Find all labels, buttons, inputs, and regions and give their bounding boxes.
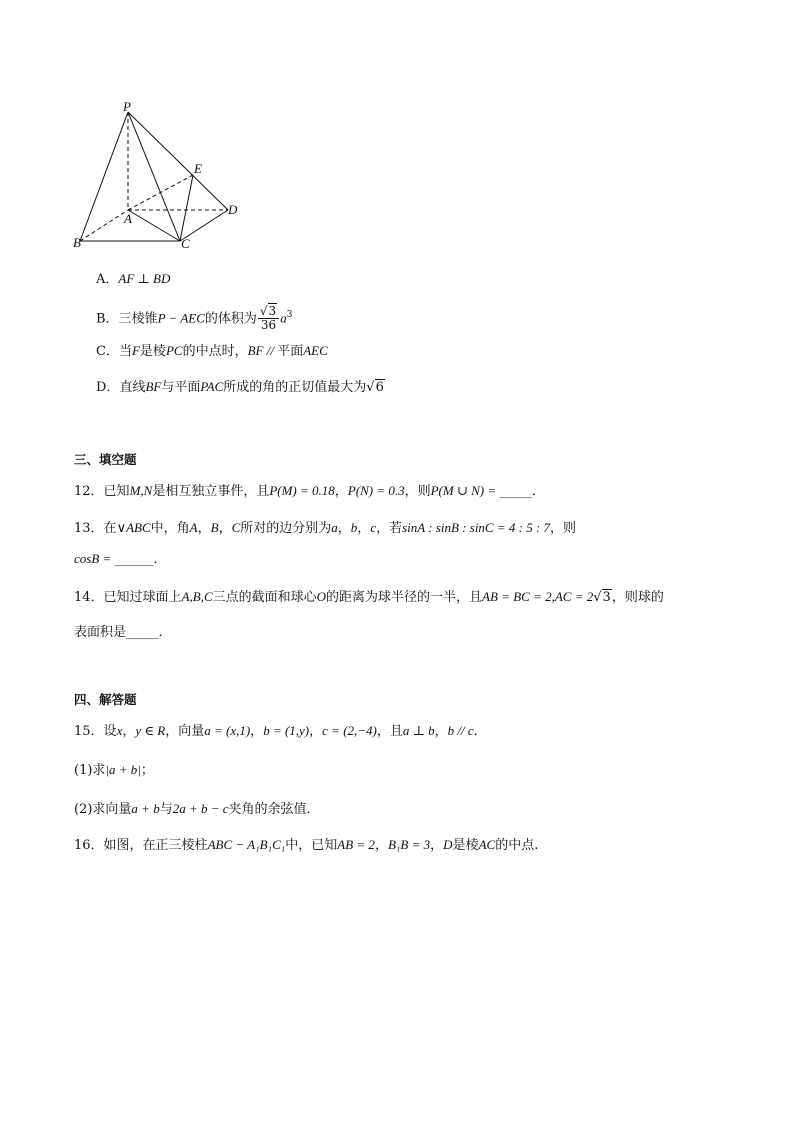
option-d: D．直线BF与平面PAC所成的角的正切值最大为√6 [96, 379, 384, 395]
answer-blank: ______ [114, 552, 154, 567]
label-A: A [124, 211, 132, 226]
edge-PB [80, 112, 128, 241]
pyramid-figure [70, 100, 250, 250]
section-title-solutions: 四、解答题 [74, 692, 137, 707]
section-title-fill-in: 三、填空题 [74, 452, 137, 467]
option-b: B．三棱锥P − AEC的体积为 $\frac{√3}{36}$ $a^3$ [96, 304, 293, 333]
question-15-part1: (1)求|a + b|； [74, 762, 154, 778]
label-C: C [181, 236, 190, 250]
label-P: P [123, 100, 131, 114]
question-14-line2: 表面积是_____． [74, 625, 172, 640]
answer-blank: _____ [126, 625, 159, 640]
label-B: B [73, 235, 81, 250]
question-16: 16．如图，在正三棱柱ABC − A₁B₁C₁中，已知AB = 2，B₁B = 3，D是棱AC的中点. [74, 837, 539, 853]
question-14: 14．已知过球面上A,B,C三点的截面和球心O的距离为球半径的一半，且AB = BC = 2,AC = 2√3，则球的 [74, 589, 664, 605]
label-D: D [228, 202, 238, 217]
question-13-line2: cosB = ______． [74, 551, 167, 567]
edge-PC [128, 112, 180, 241]
question-15: 15．设x，y ∈ R，向量a = (x,1)，b = (1,y)，c = (2,−4)，且a ⊥ b，b // c． [74, 723, 487, 739]
edge-AC [128, 210, 180, 241]
option-c: C．当F是棱PC的中点时，BF // 平面AEC [96, 343, 328, 359]
question-15-part2: (2)求向量a + b与2a + b − c夹角的余弦值． [74, 801, 320, 817]
option-a: A．AF ⊥ BD [96, 271, 171, 287]
fraction: $\frac{√3}{36}$ [258, 305, 279, 332]
question-13: 13．在∨ABC中，角A，B，C所对的边分别为a，b，c，若sinA : sinB : sinC = 4 : 5 : 7，则 [74, 520, 577, 536]
edge-BA [80, 210, 128, 241]
edge-CE [180, 175, 193, 241]
answer-blank: _____ [499, 484, 532, 499]
edge-AE [128, 175, 193, 210]
edge-PD [128, 112, 228, 210]
label-E: E [194, 161, 202, 176]
question-12: 12．已知M,N是相互独立事件，且P(M) = 0.18，P(N) = 0.3，则P(M ∪ N) = _____． [74, 483, 545, 499]
